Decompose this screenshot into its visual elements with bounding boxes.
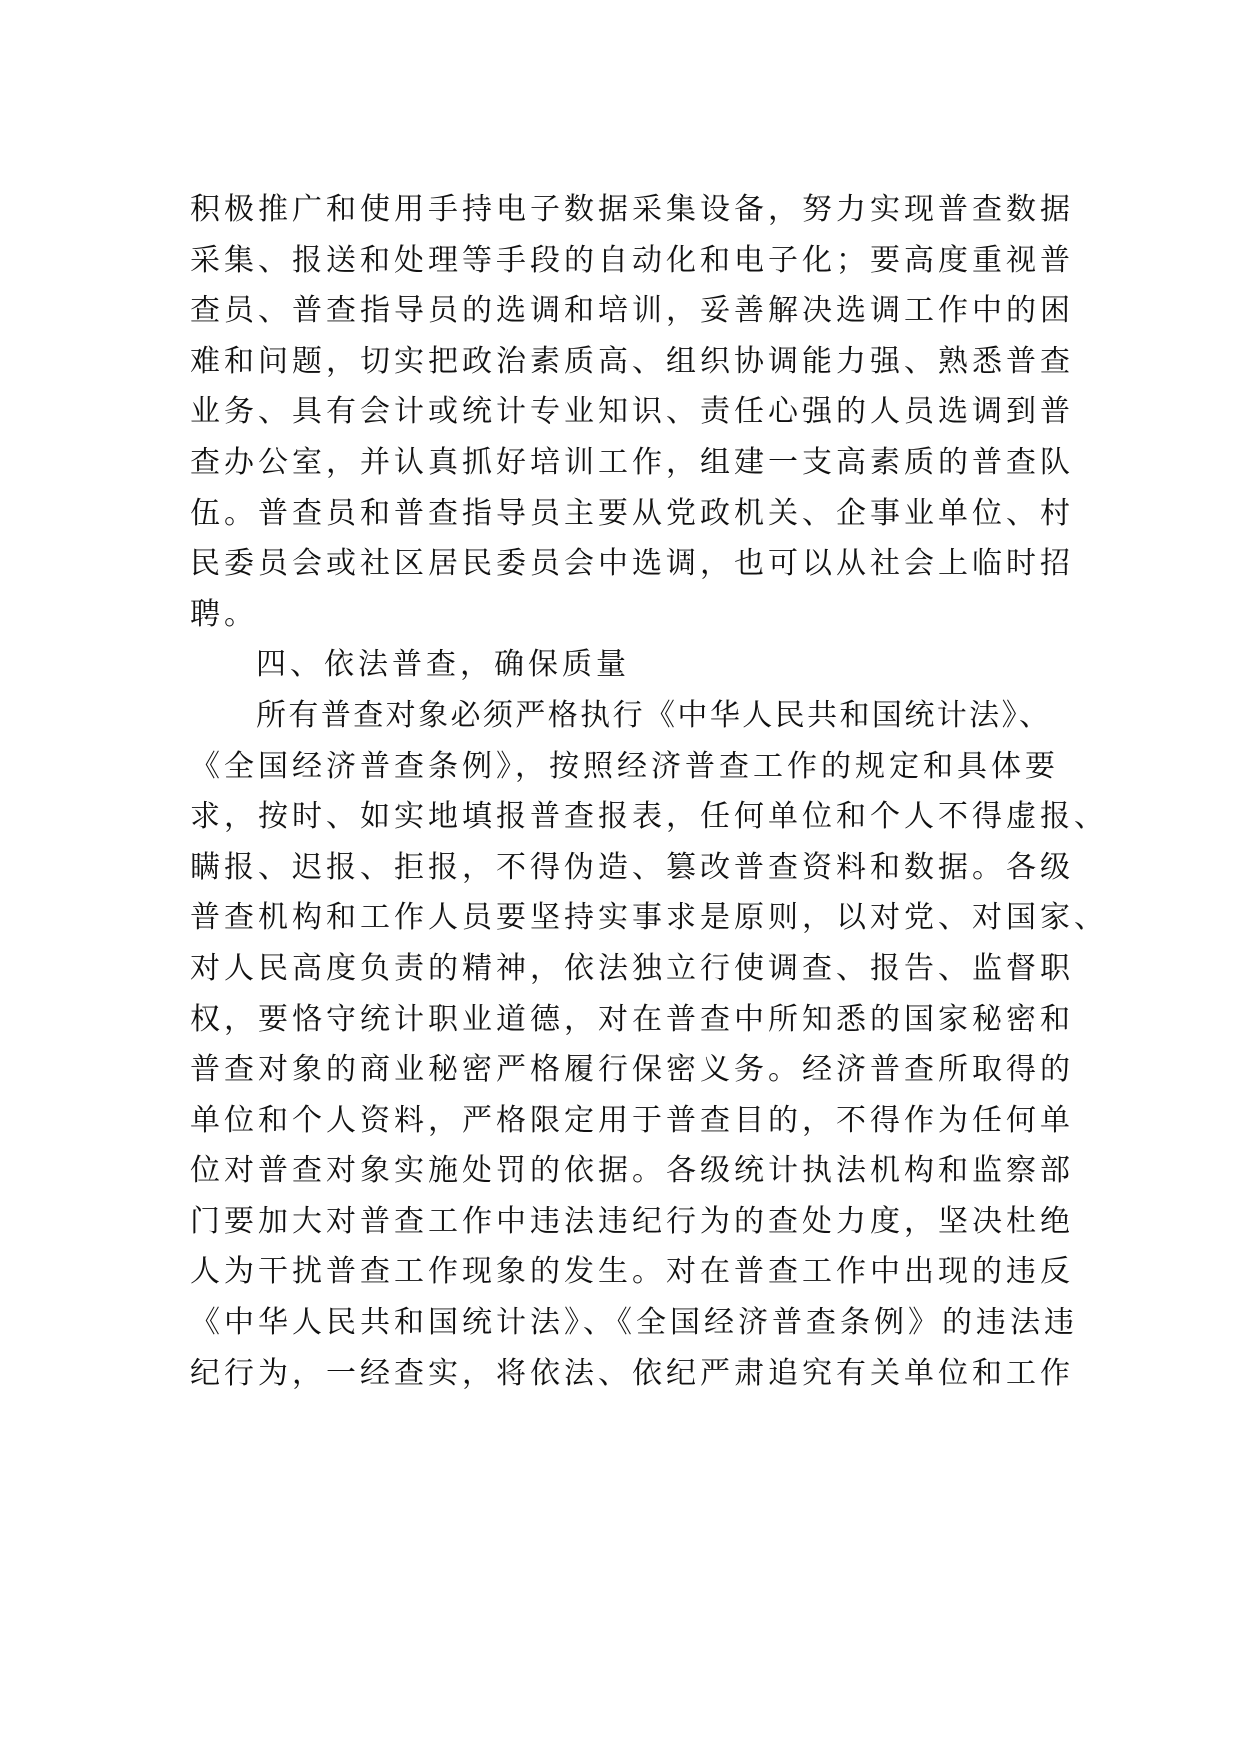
paragraph-line: 对人民高度负责的精神，依法独立行使调查、报告、监督职 [190,950,1074,986]
paragraph-line: 位对普查对象实施处罚的依据。各级统计执法机构和监察部 [190,1153,1074,1189]
paragraph-line: 所有普查对象必须严格执行《中华人民共和国统计法》、 [256,697,1051,733]
paragraph-line: 普查对象的商业秘密严格履行保密义务。经济普查所取得的 [190,1052,1074,1088]
paragraph-line: 难和问题，切实把政治素质高、组织协调能力强、熟悉普查 [190,343,1074,379]
paragraph-line: 求，按时、如实地填报普查报表，任何单位和个人不得虚报、 [190,799,1108,835]
paragraph-line: 积极推广和使用手持电子数据采集设备，努力实现普查数据 [190,192,1074,227]
paragraph-line: 查办公室，并认真抓好培训工作，组建一支高素质的普查队 [190,444,1074,480]
paragraph-line: 聘。 [190,596,258,632]
paragraph-line: 《中华人民共和国统计法》、《全国经济普查条例》的违法违 [190,1305,1078,1341]
paragraph-line: 人为干扰普查工作现象的发生。对在普查工作中出现的违反 [190,1254,1074,1290]
paragraph-line: 瞒报、迟报、拒报，不得伪造、篡改普查资料和数据。各级 [190,849,1074,885]
paragraph-line: 门要加大对普查工作中违法违纪行为的查处力度，坚决杜绝 [190,1203,1074,1239]
paragraph-line: 普查机构和工作人员要坚持实事求是原则，以对党、对国家、 [190,900,1108,936]
paragraph-line: 查员、普查指导员的选调和培训，妥善解决选调工作中的困 [190,293,1074,329]
paragraph-line: 伍。普查员和普查指导员主要从党政机关、企事业单位、村 [190,495,1074,531]
paragraph-line: 采集、报送和处理等手段的自动化和电子化；要高度重视普 [190,242,1074,278]
paragraph-line: 业务、具有会计或统计专业知识、责任心强的人员选调到普 [190,394,1074,430]
document-page [190,185,1108,1399]
paragraph-line: 《全国经济普查条例》，按照经济普查工作的规定和具体要 [190,748,1059,784]
paragraph-line: 纪行为，一经查实，将依法、依纪严肃追究有关单位和工作 [190,1355,1074,1391]
section-heading: 四、依法普查，确保质量 [256,647,630,683]
paragraph-line: 单位和个人资料，严格限定用于普查目的，不得作为任何单 [190,1102,1074,1138]
paragraph-line: 民委员会或社区居民委员会中选调，也可以从社会上临时招 [190,546,1074,582]
paragraph-line: 权，要恪守统计职业道德，对在普查中所知悉的国家秘密和 [190,1001,1074,1037]
